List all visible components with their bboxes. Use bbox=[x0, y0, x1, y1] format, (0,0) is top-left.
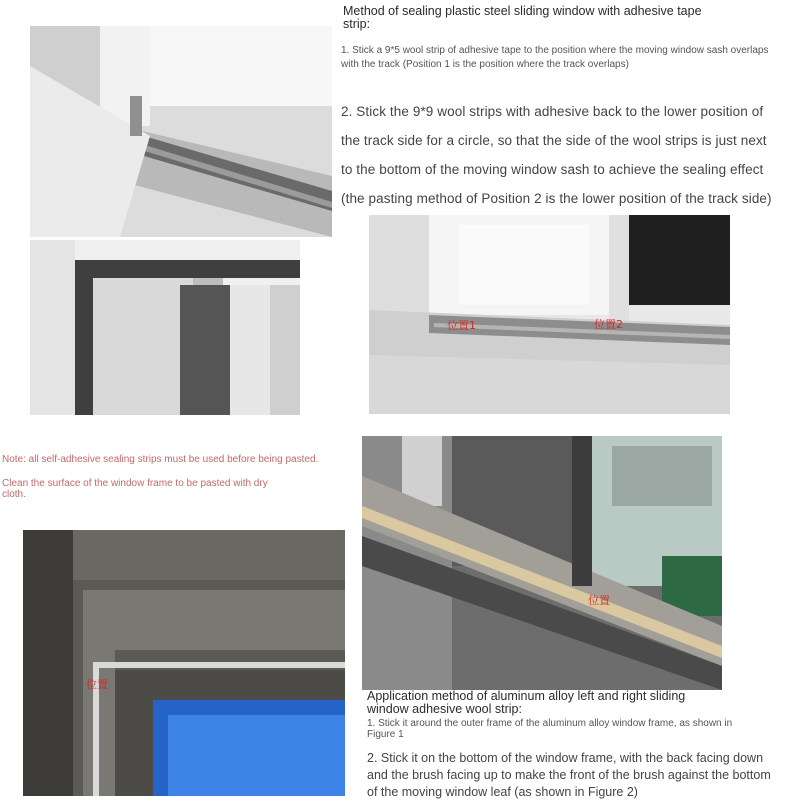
aluminum-method-step1: 1. Stick it around the outer frame of the aluminum alloy window frame, as shown in Figure 1 bbox=[367, 718, 733, 740]
photo-frame-corner bbox=[30, 240, 300, 415]
note-line-1: Note: all self-adhesive sealing strips must be used before being pasted. bbox=[2, 454, 319, 465]
note-line-2: Clean the surface of the window frame to be pasted with dry cloth. bbox=[2, 478, 268, 500]
photo-dark-frame-corner bbox=[23, 530, 345, 796]
plastic-method-step2: 2. Stick the 9*9 wool strips with adhesive back to the lower position of the track side for a circle, so that the side of the wool strips is just next to the bottom of the moving window sash to achieve the sealing effect (the pasting method of Position 2 is the lower position of the track side) bbox=[341, 104, 772, 206]
plastic-method-step1: 1. Stick a 9*5 wool strip of adhesive tape to the position where the moving window sash overlaps with the track (Position 1 is the position where the track overlaps) bbox=[341, 45, 769, 70]
frame-marker-label: 位置 bbox=[86, 678, 108, 691]
aluminum-method-step2: 2. Stick it on the bottom of the window frame, with the back facing down and the brush facing up to make the front of the brush against the bottom of the moving window leaf (as shown in Figure 2) bbox=[367, 751, 771, 799]
position-1-label: 位置1 bbox=[447, 319, 476, 332]
photo-plastic-track-closeup bbox=[30, 26, 332, 237]
position-2-label: 位置2 bbox=[594, 318, 623, 331]
photo-aluminum-track bbox=[362, 436, 722, 690]
position-marker-label: 位置 bbox=[588, 594, 610, 607]
photo-sliding-window-positions bbox=[369, 215, 730, 414]
plastic-method-heading: Method of sealing plastic steel sliding window with adhesive tape strip: bbox=[343, 4, 702, 31]
aluminum-method-heading: Application method of aluminum alloy left and right sliding window adhesive wool strip: bbox=[367, 689, 686, 716]
